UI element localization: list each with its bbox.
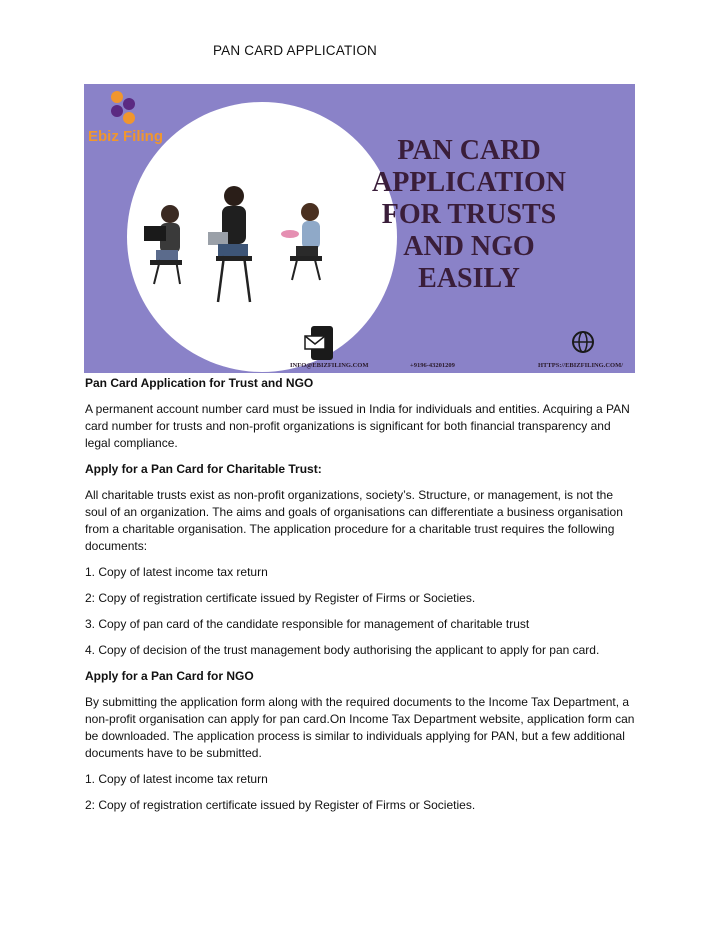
section-heading: Apply for a Pan Card for Charitable Trust: xyxy=(85,462,322,476)
paragraph: A permanent account number card must be issued in India for individuals and entities. Acquiring a PAN card number for trusts and non-profit organizations is significant for both financial transparency and legal compliance. xyxy=(85,402,630,450)
headline-line: PAN CARD xyxy=(397,135,541,166)
list-item: 1. Copy of latest income tax return xyxy=(85,772,268,786)
contact-phone: +9196-43201209 xyxy=(410,362,455,369)
list-item: 1. Copy of latest income tax return xyxy=(85,565,268,579)
list-item: 4. Copy of decision of the trust management body authorising the applicant to apply for pan card. xyxy=(85,643,600,657)
document-title: PAN CARD APPLICATION xyxy=(212,43,378,58)
headline-line: FOR TRUSTS xyxy=(381,199,557,230)
section-heading: Apply for a Pan Card for NGO xyxy=(85,669,254,683)
contact-email: INFO@EBIZFILING.COM xyxy=(290,362,369,369)
headline-line: EASILY xyxy=(418,263,520,294)
logo-text: Ebiz Filing xyxy=(88,128,163,145)
contact-website: HTTPS://EBIZFILING.COM/ xyxy=(538,362,624,369)
list-item: 3. Copy of pan card of the candidate responsible for management of charitable trust xyxy=(85,617,530,631)
paragraph: All charitable trusts exist as non-profit organizations, society’s. Structure, or management, is not the soul of an organization. The aims and goals of organisations can differentiate a business organisation from a charitable organisation. The application procedure for a charitable trust requires the following documents: xyxy=(85,488,623,553)
document-body xyxy=(85,374,637,823)
list-item: 2: Copy of registration certificate issued by Register of Firms or Societies. xyxy=(85,591,476,605)
headline-line: APPLICATION xyxy=(372,167,566,198)
section-heading: Pan Card Application for Trust and NGO xyxy=(85,376,314,390)
headline-line: AND NGO xyxy=(403,231,535,262)
paragraph: By submitting the application form along with the required documents to the Income Tax Department, a non-profit organisation can apply for pan card.On Income Tax Department website, application form can be downloaded. The application process is similar to individuals applying for PAN, but a few additional documents have to be submitted. xyxy=(85,695,635,760)
list-item: 2: Copy of registration certificate issued by Register of Firms or Societies. xyxy=(85,798,476,812)
banner-image xyxy=(84,84,635,373)
